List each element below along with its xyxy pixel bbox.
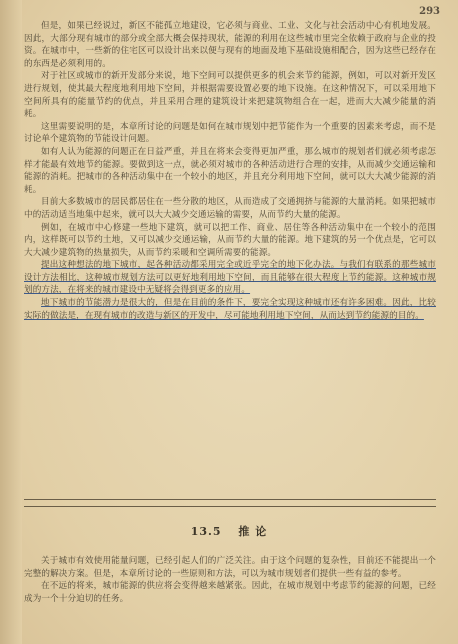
section-title: 推 论	[238, 525, 268, 538]
paragraph: 关于城市有效使用能量问题，已经引起人们的广泛关注。由于这个问题的复杂性，目前还不能提出一个完整的解决方案。但是，本章所讨论的一些原则和方法，可以为城市规划者们提供一些有益的参考。	[24, 556, 436, 579]
section-heading	[0, 523, 458, 539]
page-number: 293	[419, 6, 440, 17]
body-text-top	[24, 20, 436, 322]
paragraph: 目前大多数城市的居民都居住在一些分散的地区，从而造成了交通拥挤与能源的大量消耗。如果把城市中的活动适当地集中起来，就可以大大减少交通运输的需要，从而节约大量的能源。	[24, 197, 436, 220]
paragraph: 这里需要说明的是，本章所讨论的问题是如何在城市规划中把节能作为一个重要的因素来考虑，而不是讨论单个建筑物的节能设计问题。	[24, 121, 436, 145]
section-divider	[24, 506, 436, 507]
paragraph: 例如，在城市中心修建一些地下建筑，就可以把工作、商业、居住等各种活动集中在一个较小的范围内，这样既可以节约土地，又可以减少交通运输，从而节约大量的能源。地下建筑的另一个优点是，它可以大大减少建筑物的热量损失，从而节约采暖和空调所需要的能源。	[24, 222, 436, 258]
underlined-paragraph: 地下城市的节能潜力是很大的，但是在目前的条件下，要完全实现这种城市还有许多困难。因此，比较实际的做法是，在现有城市的改造与新区的开发中，尽可能地利用地下空间，从而达到节约能源的目的。	[24, 298, 436, 321]
underlined-paragraph: 提出这种想法的地下城市，起各种活动都采用完全或近乎完全的地下化办法。与我们有联系的那些城市设计方法相比，这种城市规划方法可以更好地利用地下空间，而且能够在很大程度上节约能源。这种城市规划的方法，在将来的城市建设中无疑将会得到更多的应用。	[24, 260, 436, 296]
paragraph: 但是，如果已经说过，新区不能孤立地建设，它必须与商业、工业、文化与社会活动中心有机地发展。因此，大部分现有城市的部分或全部大概会保持现状，能源的利用在这些城市里完全依赖于政府与企业的投资。在城市中，一些新的住宅区可以设计出来以便与现有的地面及地下基础设施相配合，因为这些已经存在的东西是必须利用的。	[24, 21, 436, 69]
body-text-bottom	[24, 555, 436, 605]
paragraph: 对于社区或城市的新开发部分来说，地下空间可以提供更多的机会来节约能源，例如，可以对新开发区进行规划，使其最大程度地利用地下空间，并根据需要设置必要的地下设施。在这种情况下，可以采用地下空间所具有的能量节约的优点，并且采用合理的建筑设计来把建筑物组合在一起，进而大大减少能量的消耗。	[24, 71, 436, 120]
paragraph: 在不远的将来，城市能源的供应将会变得越来越紧张。因此，在城市规划中考虑节约能源的问题，已经成为一个十分迫切的任务。	[24, 581, 436, 604]
section-number: 13.5	[190, 525, 222, 538]
section-divider	[24, 499, 436, 500]
paragraph: 如有人认为能源的问题正在日益严重，并且在将来会变得更加严重，那么城市的规划者们就必须考虑怎样才能最有效地节约能源。要做到这一点，就必须对城市的各种活动进行合理的安排，从而减少交通运输和能源的消耗。把城市的各种活动集中在一个较小的地区，并且充分利用地下空间，就可以大大减少能源的消耗。	[24, 146, 436, 195]
